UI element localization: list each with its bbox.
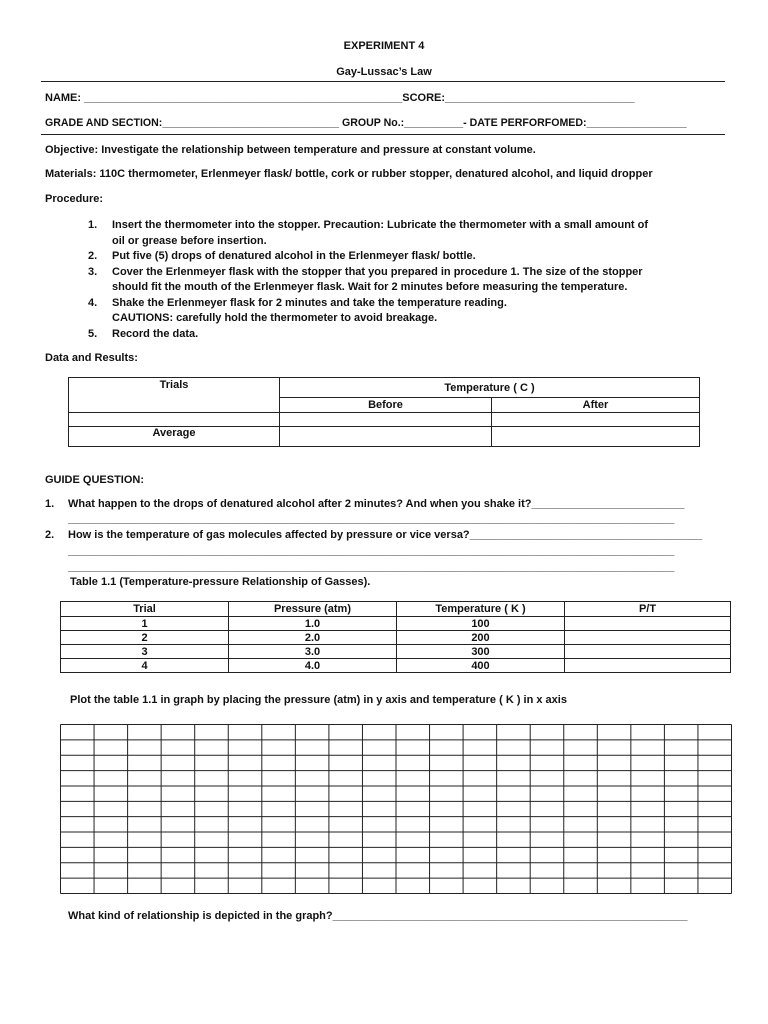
objective: [45, 144, 536, 156]
step-number: 3.: [88, 265, 98, 278]
final-question[interactable]: What kind of relationship is depicted in the graph?__________________________________________________________: [68, 910, 688, 922]
temperature-header: Temperature ( C ): [280, 378, 700, 398]
procedure-list: [88, 218, 728, 342]
step-number: 1.: [88, 219, 98, 231]
law-title: Gay-Lussac’s Law: [336, 66, 432, 78]
answer-line[interactable]: ______________________________________________________________________________________________________: [68, 561, 675, 573]
caption-label: Table 1.1: [70, 576, 117, 588]
table-row: [61, 617, 731, 631]
step-text: Cover the Erlenmeyer flask with the stopper that you prepared in procedure 1. The size of the stopper: [112, 265, 643, 278]
pressure-cell: 2.0: [229, 631, 397, 645]
pressure-cell: 1.0: [229, 617, 397, 631]
step-number: 2.: [88, 250, 98, 262]
objective-label: Objective:: [45, 144, 99, 156]
after-cell[interactable]: [492, 413, 700, 427]
col-pt-header: P/T: [565, 602, 731, 617]
trial-cell: 3: [61, 645, 229, 659]
average-before-cell[interactable]: [280, 427, 492, 447]
step-number: 5.: [88, 327, 98, 340]
question-1-number: 1.: [45, 498, 55, 510]
fields-rule: [41, 134, 725, 135]
temperature-cell: 300: [397, 645, 565, 659]
pressure-cell: 4.0: [229, 659, 397, 673]
trials-header: Trials: [69, 378, 280, 413]
table-row: [61, 659, 731, 673]
pt-cell[interactable]: [565, 631, 731, 645]
procedure-step: [88, 265, 728, 296]
materials-text: 110C thermometer, Erlenmeyer flask/ bottle, cork or rubber stopper, denatured alcohol, and liquid dropper: [96, 168, 653, 180]
step-text-cont: oil or grease before insertion.: [112, 234, 267, 247]
step-text: Insert the thermometer into the stopper. Precaution: Lubricate the thermometer with a small amount of: [112, 219, 649, 231]
step-text-cont: should fit the mouth of the Erlenmeyer flask. Wait for 2 minutes before measuring the temperature.: [112, 281, 628, 293]
name-score-line[interactable]: NAME: ____________________________________________________SCORE:_______________________________: [45, 92, 635, 104]
question-1[interactable]: What happen to the drops of denatured alcohol after 2 minutes? And when you shake it?_________________________: [68, 498, 685, 510]
temperature-cell: 400: [397, 659, 565, 673]
data-results-label: Data and Results:: [45, 352, 138, 364]
table-row: [61, 645, 731, 659]
guide-question-label: GUIDE QUESTION:: [45, 474, 145, 486]
pt-cell[interactable]: [565, 659, 731, 673]
trial-cell: 4: [61, 659, 229, 673]
col-pressure-header: Pressure (atm): [229, 602, 397, 617]
before-header: Before: [280, 398, 492, 413]
trial-cell[interactable]: [69, 413, 280, 427]
data-results-table: [68, 377, 700, 447]
pt-cell[interactable]: [565, 617, 731, 631]
step-text: Record the data.: [112, 327, 199, 340]
materials-label: Materials:: [45, 168, 97, 180]
answer-line[interactable]: ______________________________________________________________________________________________________: [68, 545, 675, 557]
step-number: 4.: [88, 296, 98, 309]
objective-text: Investigate the relationship between temperature and pressure at constant volume.: [98, 144, 536, 156]
grade-group-date-line[interactable]: GRADE AND SECTION:______________________________ GROUP No.:__________- DATE PERFORFOMED:_________________: [45, 117, 687, 129]
trial-cell: 1: [61, 617, 229, 631]
step-text: Put five (5) drops of denatured alcohol in the Erlenmeyer flask/ bottle.: [112, 250, 476, 262]
experiment-title: EXPERIMENT 4: [343, 40, 425, 52]
procedure-step: [88, 327, 728, 343]
col-trial-header: Trial: [61, 602, 229, 617]
question-2[interactable]: How is the temperature of gas molecules affected by pressure or vice versa?______________________________________: [68, 529, 703, 541]
procedure-label: Procedure:: [45, 193, 104, 205]
materials: [45, 168, 653, 180]
plot-instruction: Plot the table 1.1 in graph by placing the pressure (atm) in y axis and temperature ( K ) in x axis: [70, 694, 567, 706]
average-label: Average: [69, 427, 280, 447]
pressure-cell: 3.0: [229, 645, 397, 659]
question-2-number: 2.: [45, 529, 55, 541]
table-row: [61, 631, 731, 645]
procedure-step: [88, 249, 728, 265]
answer-line[interactable]: ______________________________________________________________________________________________________: [68, 513, 675, 525]
average-after-cell[interactable]: [492, 427, 700, 447]
temperature-cell: 200: [397, 631, 565, 645]
step-text-cont: CAUTIONS: carefully hold the thermometer to avoid breakage.: [112, 312, 438, 324]
after-header: After: [492, 398, 700, 413]
col-temperature-header: Temperature ( K ): [397, 602, 565, 617]
before-cell[interactable]: [280, 413, 492, 427]
graph-paper-grid[interactable]: [60, 724, 732, 894]
procedure-step: [88, 296, 728, 327]
trial-cell: 2: [61, 631, 229, 645]
table-1-1-caption: [70, 576, 370, 588]
temperature-cell: 100: [397, 617, 565, 631]
caption-text: (Temperature-pressure Relationship of Gasses).: [116, 576, 371, 588]
procedure-step: [88, 218, 728, 249]
header-rule: [41, 81, 725, 82]
step-text: Shake the Erlenmeyer flask for 2 minutes and take the temperature reading.: [112, 296, 507, 309]
table-1-1: [60, 601, 731, 673]
pt-cell[interactable]: [565, 645, 731, 659]
